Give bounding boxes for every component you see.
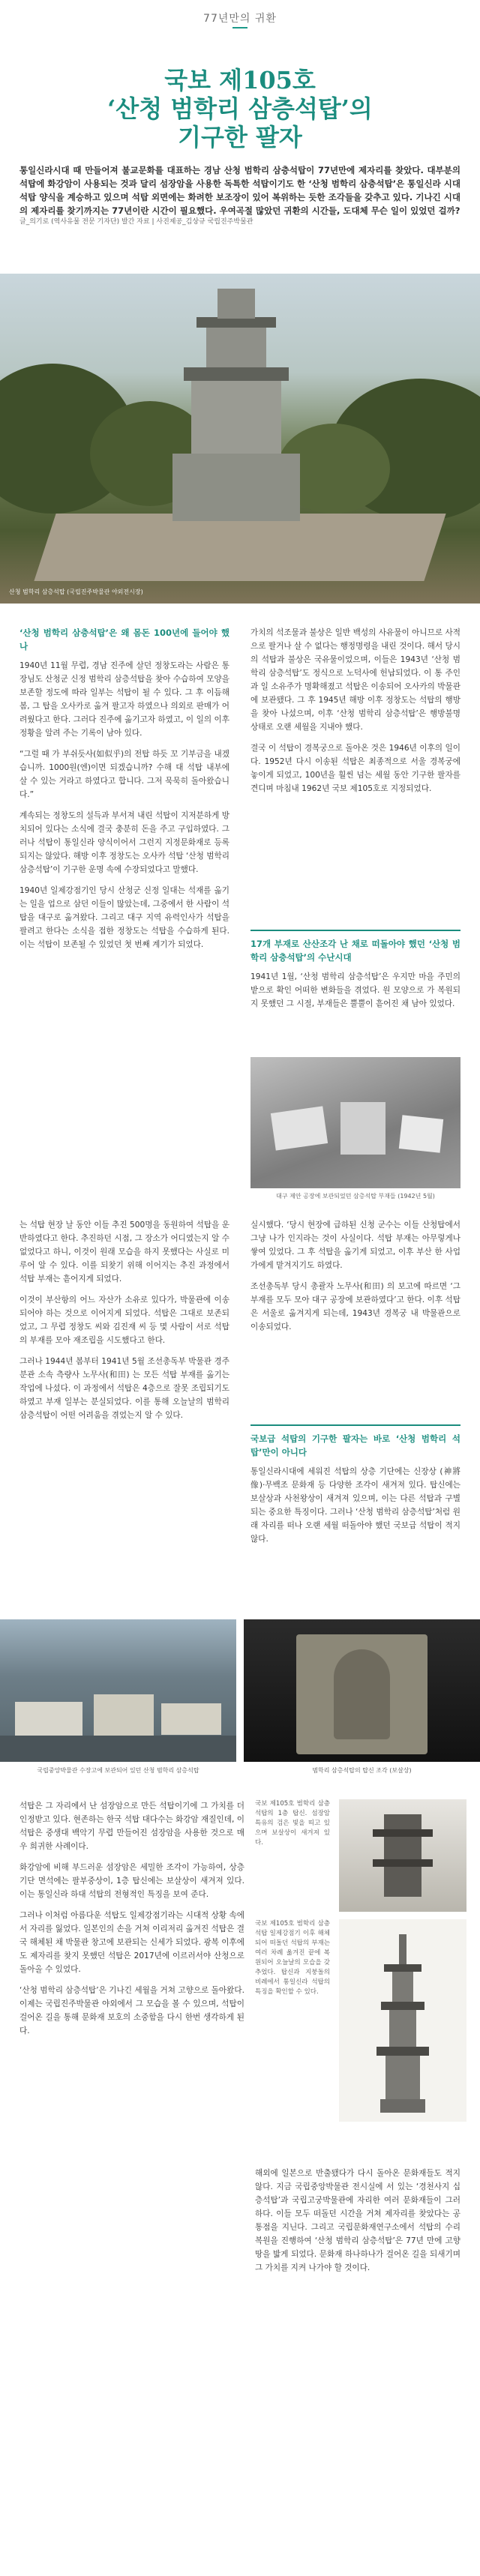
- article-lead: 통일신라시대 때 만들어져 불교문화를 대표하는 경남 산청 범학리 삼층석탑이 77년만에 제자리를 찾았다. 대부분의 석탑에 화강암이 사용되는 것과 달리 섬장암을 사용한 독특한 석탑이기도 한 ‘산청 범학리 삼층석탑’은 통일신라 시대 석탑 양식을 계승하고 있으며 석탑 외면에는 화려한 보조장이 있어 복위하는 듯한 조각들을 갖추고 있다. 기나긴 시대의 제자리를 찾기까지는 77년이란 시간이 필요했다. 우여곡절 많았던 귀환의 시간들, 도대체 무슨 일이 있었던 걸까?: [20, 165, 460, 216]
- photo-pagoda-parts-1942: [250, 1057, 460, 1188]
- column-right-c: [250, 1218, 460, 1341]
- hero-caption: 산청 범학리 삼층석탑 (국립진주박물관 야외전시장): [9, 589, 143, 595]
- column-left-a: [20, 626, 230, 959]
- title-line-3: 기구한 팔자: [178, 123, 302, 151]
- paragraph: 가치의 석조물과 불상은 일반 백성의 사유물이 아니므로 사적으로 팔거나 살 수 없다는 행정명령을 내린 것이다. 해서 당시의 석탑과 불상은 국유물이었으며, 이들은 1943년 ‘산청 범학리 삼층석탑’도 정식으로 노덕사에 헌납되었다. 이 통 주인과 일 소유주가 명확해졌고 석탑은 이송되어 오사카의 박물관에 보관됐다. 그 후 1945년 해방 이후 정창도는 석탑의 행방을 찾아 나섰으며, 이후 ‘산청 범학리 삼층석탑’은 행방불명 상태로 오랜 세월을 지내야 했다.: [250, 628, 460, 732]
- column-right-a: [250, 626, 460, 803]
- column-right-d: [250, 1424, 460, 1553]
- paragraph: 1941년 1월, ‘산청 범학리 삼층석탑’은 우지만 마을 주민의 밭으로 확인 어떠한 변화들을 겪었다. 원 모양으로 가 복원되지 못했던 그 시절, 부재들은 뿔뿔이 흩어진 채 남아 있었다.: [250, 972, 460, 1008]
- article-title: [0, 66, 480, 151]
- paragraph: 석탑은 그 자리에서 난 섬장암으로 만든 석탑이기에 그 가치를 더 인정받고 있다. 현존하는 한국 석탑 대다수는 화강암 재질인데, 이 석탑은 중생대 백악기 무렵 만들어진 섬장암을 사용한 것으로 매우 희귀한 사례이다.: [20, 1802, 244, 1851]
- column-right-end: [255, 2167, 460, 2282]
- paragraph: “그럴 때 가 부쉬듯사(如似乎)의 전탑 하듯 꼬 기부금을 내겠습니까. 1000원(엔)이면 되겠습니까? 수해 대 석탑 내부에 살 수 있는 거라고 하였다고 합니다. 그저 묵묵히 돌아왔습니다.”: [20, 750, 230, 799]
- title-line-1: 국보 제105호: [164, 66, 316, 94]
- paragraph: 는 석탑 현장 날 동안 이들 추진 500명을 동원하여 석탑을 운반하였다고 한다. 추진하던 시점, 그 장소가 어디였는지 알 수 없었다고 하니, 이것이 원래 모습을 하지 못했다는 사실로 미루어 알 수 있다. 이를 되찾기 위해 이어지는 추진 과정에서 석탑 부재는 흩어지게 되었다.: [20, 1221, 230, 1284]
- section-kicker: 77년만의 귀환: [203, 13, 277, 25]
- photo-museum-storage: [0, 1619, 236, 1762]
- side-note-1: 국보 제105호 범학리 삼층석탑의 1층 탑신. 섬장암 특유의 검은 빛을 띠고 있으며 보살상이 새겨져 있다.: [255, 1800, 330, 1847]
- hero-photo-pagoda: [0, 274, 480, 604]
- column-left-b: [20, 1218, 230, 1430]
- paragraph: 1940년 일제강점기인 당시 산청군 신정 일대는 석재를 옮기는 일을 업으로 삼던 이들이 많았는데, 그중에서 한 사람이 석탑을 대구로 옮겨왔다. 그리고 대구 지역 유력인사가 석탑을 팔려고 한다는 소식을 접한 정창도는 석탑을 수습하게 된다. 이는 석탑이 보존될 수 있었던 첫 번째 계기가 되었다.: [20, 886, 230, 949]
- byline: 글_의기로 (역사유물 전문 기자단) 발간 자료 | 사진제공_김상규 국립진주박물관: [20, 218, 254, 226]
- paragraph: 계속되는 정창도의 설득과 부서져 내린 석탑이 지저분하게 방치되어 있다는 소식에 결국 충분히 돈을 주고 구입하였다. 그러나 석탑이 통일신라 양식이어서 그런지 지정문화재로 등록되지는 않았다. 해방 이후 정창도는 오사카 석탑 ‘산청 범학리 삼층석탑’이 기구한 운명 속에 수장되었다고 말했다.: [20, 811, 230, 874]
- side-note-2: 국보 제105호 범학리 삼층석탑 일제강점기 이후 해체되어 떠돌던 석탑의 부재는 여러 차례 옮겨진 끝에 복원되어 오늘날의 모습을 갖추었다. 탑신과 지붕돌의 비례에서 통일신라 석탑의 특징을 확인할 수 있다.: [255, 1920, 330, 1996]
- kicker-divider: [232, 27, 248, 28]
- column-left-c: [20, 1799, 244, 2045]
- paragraph: 이것이 부산항의 어느 자산가 소유로 있다가, 박물관에 이송되어야 하는 것으로 이어지게 되었다. 석탑은 그대로 보존되었고, 그 무렵 정창도 씨와 김진재 씨 등 몇 사람이 서로 석탑의 부재를 모아 재조립을 시도했다고 한다.: [20, 1295, 230, 1345]
- paragraph: 그러나 1944년 봄부터 1941년 5월 조선총독부 박물관 경주 분관 소속 측량사 노무사(和田) 는 모든 석탑 부재를 옮기는 작업에 나섰다. 이 과정에서 석탑은 4층으로 잘못 조립되기도 하였고 부재 일부는 분실되었다. 이를 통해 오늘날의 범학리 삼층석탑이 어떤 어려움을 겪었는지 알 수 있다.: [20, 1357, 230, 1420]
- column-right-b: [250, 930, 460, 1018]
- paragraph: 1940년 11월 무렵, 경남 진주에 살던 정창도라는 사람은 통장님도 산청군 신정 범학리 삼층석탑을 찾아 수습하여 모양을 보존할 정도에 따라 일부는 석탑이 될 수 있다. 그 후 이듬해 봄, 그 탑을 오사카로 옮겨 팔고자 하였으나 의외로 판매가 어려웠다고 한다. 그러다 진주에 옮기고자 하였고, 이 일의 이후 정황을 알려 주는 기록이 남아 있다.: [20, 661, 230, 738]
- paragraph: 해외에 일본으로 반출됐다가 다시 돌아온 문화재들도 적지 않다. 지금 국립중앙박물관 전시실에 서 있는 ‘경천사지 십층석탑’과 국립고궁박물관에 자리한 여러 문화재들이 그러하다. 이들 모두 떠돌던 시간을 거쳐 제자리를 찾았다는 공통점을 지닌다. 그리고 국립문화재연구소에서 석탑의 수리 복원을 진행하여 ‘산청 범학리 삼층석탑’은 77년 만에 고향 땅을 밟게 되었다. 문화재 하나하나가 걸어온 길을 되새기며 그 가치를 지켜 나가야 할 것이다.: [255, 2169, 460, 2272]
- paragraph: 실시했다. ‘당시 현장에 급하된 신청 군수는 이들 산청탑에서 그냥 나가 인지라는 것이 사실이다. 석탑 부재는 아무렇게나 쌓여 있었다. 그 후 석탑을 옮기게 되었고, 이후 부산 한 사업가에게 맡겨지기도 하였다.: [250, 1221, 460, 1270]
- gallery-caption-right: 범학리 삼층석탑의 탑신 조각 (보살상): [312, 1767, 412, 1774]
- paragraph: 조선총독부 당시 총괄자 노무사(和田) 의 보고에 따르면 ‘그 부재를 모두 모아 대구 공장에 보관하였다’고 한다. 이후 석탑은 서울로 옮겨지게 되는데, 1943년 경복궁 내 박물관으로 이송되었다.: [250, 1282, 460, 1331]
- paragraph: 그러나 이처럼 아름다운 석탑도 일제강점기라는 시대적 상황 속에서 자리를 잃었다. 일본인의 손을 거쳐 이리저리 옮겨진 석탑은 결국 해체된 채 박물관 창고에 보관되는 신세가 되었다. 광복 이후에도 제자리를 찾지 못했던 석탑은 2017년에 이르러서야 산청으로 돌아올 수 있었다.: [20, 1911, 244, 1974]
- photo-pagoda-restored: [339, 1919, 466, 2122]
- gallery-caption-left: 국립중앙박물관 수장고에 보관되어 있던 산청 범학리 삼층석탑: [37, 1767, 200, 1774]
- title-line-2: ‘산청 범학리 삼층석탑’의: [107, 94, 373, 123]
- photo-caption-mid: 대구 제안 공장에 보관되었던 삼층석탑 부재들 (1942년 5월): [276, 1193, 435, 1200]
- subhead-2: 17개 부재로 산산조각 난 채로 떠돌아야 했던 ‘산청 범학리 삼층석탑’의 수난시대: [250, 930, 460, 964]
- photo-relief-carving: [244, 1619, 480, 1762]
- paragraph: 화강암에 비해 부드러운 섬장암은 세밀한 조각이 가능하여, 상층기단 면석에는 팔부중상이, 1층 탑신에는 보살상이 새겨져 있다. 이는 통일신라 하대 석탑의 전형적인 특징을 보여 준다.: [20, 1863, 244, 1899]
- paragraph: 결국 이 석탑이 경복궁으로 돌아온 것은 1946년 이후의 일이다. 1952년 다시 이송된 석탑은 최종적으로 서울 경복궁에 놓이게 되었고, 100년을 훨씬 넘는 세월 동안 기구한 팔자를 견디며 마침내 1962년 국보 제105호로 지정되었다.: [250, 744, 460, 793]
- subhead-3: 국보급 석탑의 기구한 팔자는 바로 ‘산청 범학리 석탑’만이 아니다: [250, 1424, 460, 1459]
- paragraph: 통일신라시대에 세워진 석탑의 상층 기단에는 신장상 (神將像)·무백조 문화재 등 다양한 조각이 새겨져 있다. 탑신에는 보살상과 사천왕상이 새겨져 있으며, 이는 다른 석탑과 구별되는 중요한 특징이다. 그러나 ‘산청 범학리 삼층석탑’처럼 원래 자리를 떠나 오랜 세월 떠돌아야 했던 국보급 석탑이 적지 않다.: [250, 1467, 460, 1544]
- photo-pagoda-old: [339, 1799, 466, 1912]
- subhead-1: ‘산청 범학리 삼층석탑’은 왜 몸돈 100년에 들어야 했나: [20, 628, 230, 651]
- paragraph: ‘산청 범학리 삼층석탑’은 기나긴 세월을 거쳐 고향으로 돌아왔다. 이제는 국립진주박물관 야외에서 그 모습을 볼 수 있으며, 석탑이 걸어온 길을 통해 문화재 보호의 소중함을 다시 한번 생각하게 된다.: [20, 1986, 244, 2035]
